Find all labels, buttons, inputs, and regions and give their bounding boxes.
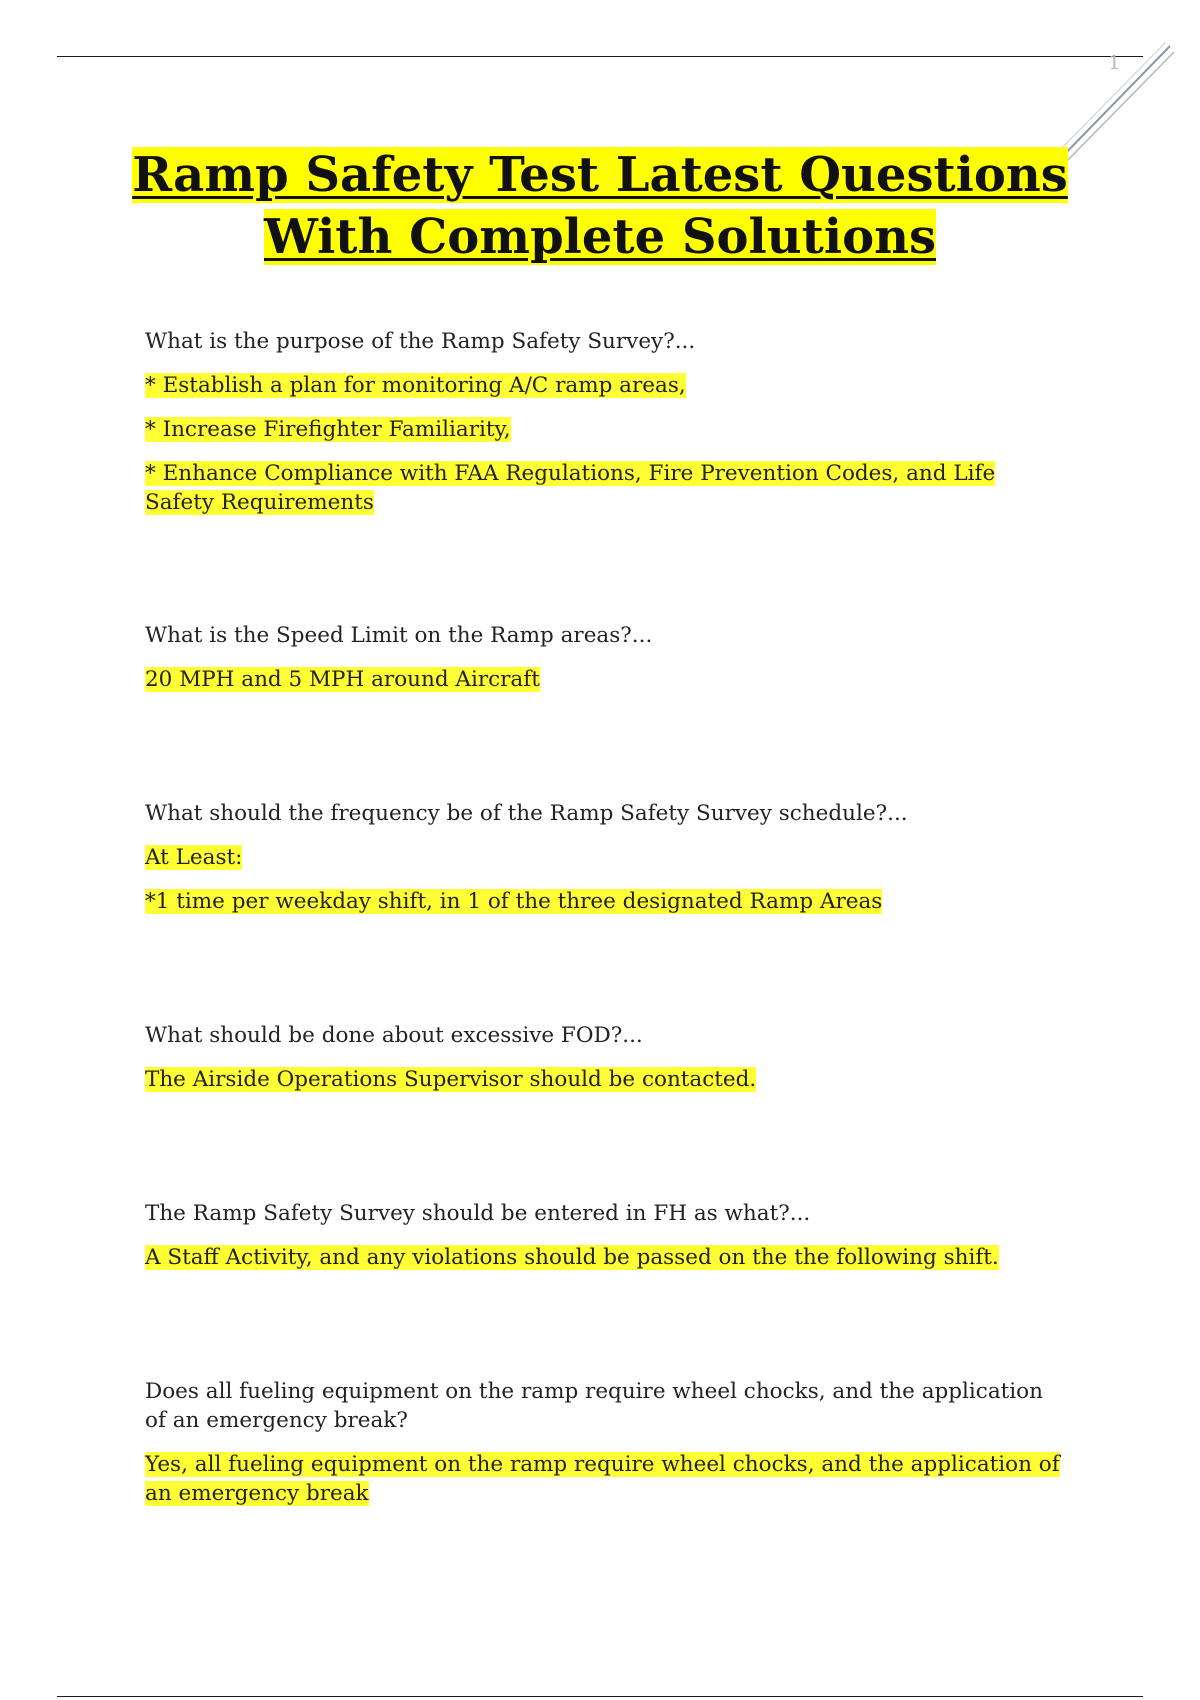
answer-3-line-1: At Least: <box>145 845 243 870</box>
question-2: What is the Speed Limit on the Ramp areas?... <box>145 623 653 648</box>
question-5: The Ramp Safety Survey should be entered in FH as what?... <box>145 1201 811 1226</box>
answer-2-line-1: 20 MPH and 5 MPH around Aircraft <box>145 667 540 692</box>
answer-1-line-1: * Establish a plan for monitoring A/C ramp areas, <box>145 373 686 398</box>
answer-5-line-1: A Staff Activity, and any violations should be passed on the the following shift. <box>145 1245 999 1270</box>
answer-4-line-1: The Airside Operations Supervisor should be contacted. <box>145 1067 757 1092</box>
title-line-1: Ramp Safety Test Latest Questions <box>132 147 1068 203</box>
answer-1-line-3: * Enhance Compliance with FAA Regulations, Fire Prevention Codes, and Life Safety Requirements <box>145 461 996 515</box>
footer-rule <box>57 1696 1143 1697</box>
question-3: What should the frequency be of the Ramp Safety Survey schedule?... <box>145 801 908 826</box>
page-number: 1 <box>1108 50 1121 74</box>
question-6: Does all fueling equipment on the ramp require wheel chocks, and the application of an emergency break? <box>145 1379 1043 1433</box>
answer-6-line-1: Yes, all fueling equipment on the ramp require wheel chocks, and the application of an emergency break <box>145 1452 1060 1506</box>
title-line-2: With Complete Solutions <box>264 209 936 265</box>
document-title <box>100 144 1100 268</box>
answer-1-line-2: * Increase Firefighter Familiarity, <box>145 417 511 442</box>
question-1: What is the purpose of the Ramp Safety Survey?... <box>145 329 696 354</box>
header-rule <box>57 56 1143 57</box>
answer-3-line-2: *1 time per weekday shift, in 1 of the three designated Ramp Areas <box>145 889 883 914</box>
question-4: What should be done about excessive FOD?... <box>145 1023 643 1048</box>
